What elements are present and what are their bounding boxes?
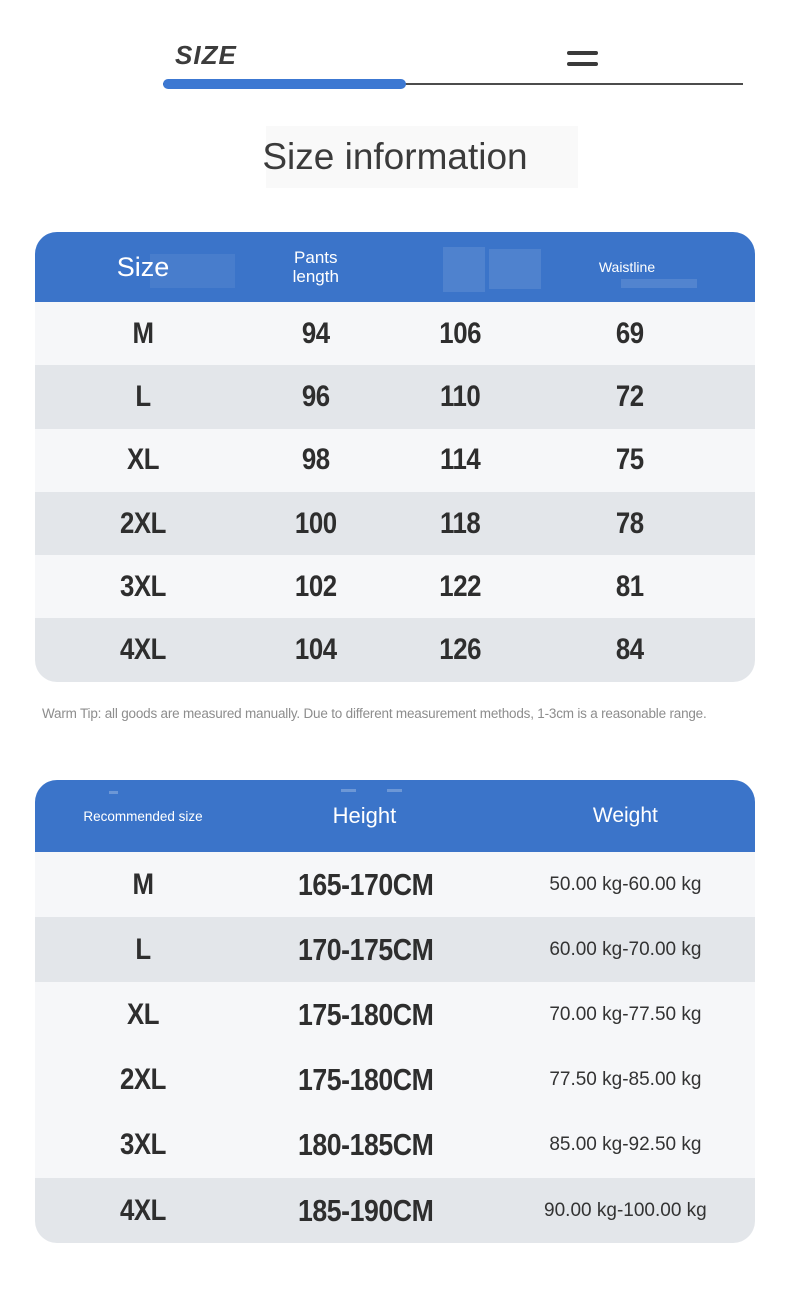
translation-artifact: [109, 791, 118, 794]
cell-size: XL: [126, 443, 160, 477]
cell-pants-length: 102: [294, 569, 337, 603]
size-table-row: [35, 302, 755, 365]
cell-pants-length: 96: [301, 379, 330, 413]
recommend-table-row: [35, 1048, 755, 1113]
translation-artifact: [621, 279, 697, 288]
col-header-recommended-size: Recommended size: [83, 808, 203, 824]
cell-col3: 122: [438, 569, 481, 603]
cell-waistline: 84: [615, 633, 644, 667]
recommend-table-row: [35, 1113, 755, 1178]
title-underline-progress: [163, 79, 406, 89]
cell-waistline: 78: [615, 506, 644, 540]
cell-waistline: 81: [615, 569, 644, 603]
cell-height: 165-170CM: [297, 866, 434, 902]
menu-icon-bar: [567, 51, 598, 55]
cell-pants-length: 104: [294, 633, 337, 667]
translation-artifact: [341, 789, 356, 792]
col-header-size: Size: [116, 251, 170, 282]
cell-height: 180-185CM: [297, 1127, 434, 1163]
recommend-table: [35, 780, 755, 1243]
cell-waistline: 72: [615, 379, 644, 413]
cell-weight: 77.50 kg-85.00 kg: [549, 1069, 702, 1091]
size-table-row: [35, 555, 755, 618]
cell-col3: 118: [439, 506, 480, 540]
size-table-row: [35, 492, 755, 555]
cell-size: 4XL: [119, 1193, 167, 1227]
col-header-pants-length: Pants length: [292, 247, 339, 286]
cell-col3: 126: [438, 633, 481, 667]
translation-artifact: [443, 247, 485, 292]
cell-size: L: [135, 932, 151, 966]
menu-icon-bar: [567, 62, 598, 66]
cell-height: 175-180CM: [297, 996, 434, 1032]
cell-col3: 106: [438, 316, 481, 350]
cell-height: 175-180CM: [297, 1062, 434, 1098]
cell-pants-length: 98: [301, 443, 330, 477]
cell-height: 185-190CM: [297, 1192, 434, 1228]
recommend-table-row: [35, 982, 755, 1047]
brand-title: SIZE: [175, 40, 237, 70]
cell-size: L: [135, 379, 151, 413]
cell-size: M: [132, 867, 154, 901]
size-table-row: [35, 618, 755, 681]
recommend-table-row: [35, 1178, 755, 1243]
cell-weight: 70.00 kg-77.50 kg: [549, 1003, 702, 1025]
size-table-row: [35, 429, 755, 492]
translation-artifact: [150, 254, 235, 288]
cell-weight: 90.00 kg-100.00 kg: [544, 1199, 707, 1221]
col-header-waistline: Waistline: [598, 259, 656, 275]
cell-col3: 110: [439, 379, 480, 413]
cell-size: XL: [126, 997, 160, 1031]
col-header-weight: Weight: [592, 804, 658, 827]
cell-waistline: 69: [615, 316, 644, 350]
cell-size: M: [132, 316, 154, 350]
cell-weight: 50.00 kg-60.00 kg: [549, 873, 702, 895]
cell-size: 3XL: [119, 569, 167, 603]
size-table: [35, 232, 755, 682]
size-table-header: [35, 232, 755, 302]
recommend-table-row: [35, 917, 755, 982]
title-underline-track: [163, 83, 743, 85]
warm-tip: Warm Tip: all goods are measured manually. Due to different measurement methods, 1-3cm is a reasonable range.: [42, 706, 707, 721]
cell-height: 170-175CM: [297, 931, 434, 967]
cell-pants-length: 94: [301, 316, 330, 350]
cell-size: 2XL: [119, 506, 167, 540]
cell-weight: 85.00 kg-92.50 kg: [549, 1134, 702, 1156]
cell-col3: 114: [439, 443, 480, 477]
cell-size: 4XL: [119, 633, 167, 667]
cell-pants-length: 100: [294, 506, 337, 540]
size-table-row: [35, 365, 755, 428]
recommend-table-header: [35, 780, 755, 852]
translation-artifact: [387, 789, 402, 792]
cell-weight: 60.00 kg-70.00 kg: [549, 938, 702, 960]
cell-size: 3XL: [119, 1128, 167, 1162]
menu-icon[interactable]: [567, 51, 598, 73]
translation-artifact: [489, 249, 541, 289]
cell-size: 2XL: [119, 1063, 167, 1097]
recommend-table-row: [35, 852, 755, 917]
page-title: Size information: [262, 136, 528, 177]
cell-waistline: 75: [615, 443, 644, 477]
col-header-height: Height: [332, 803, 397, 828]
